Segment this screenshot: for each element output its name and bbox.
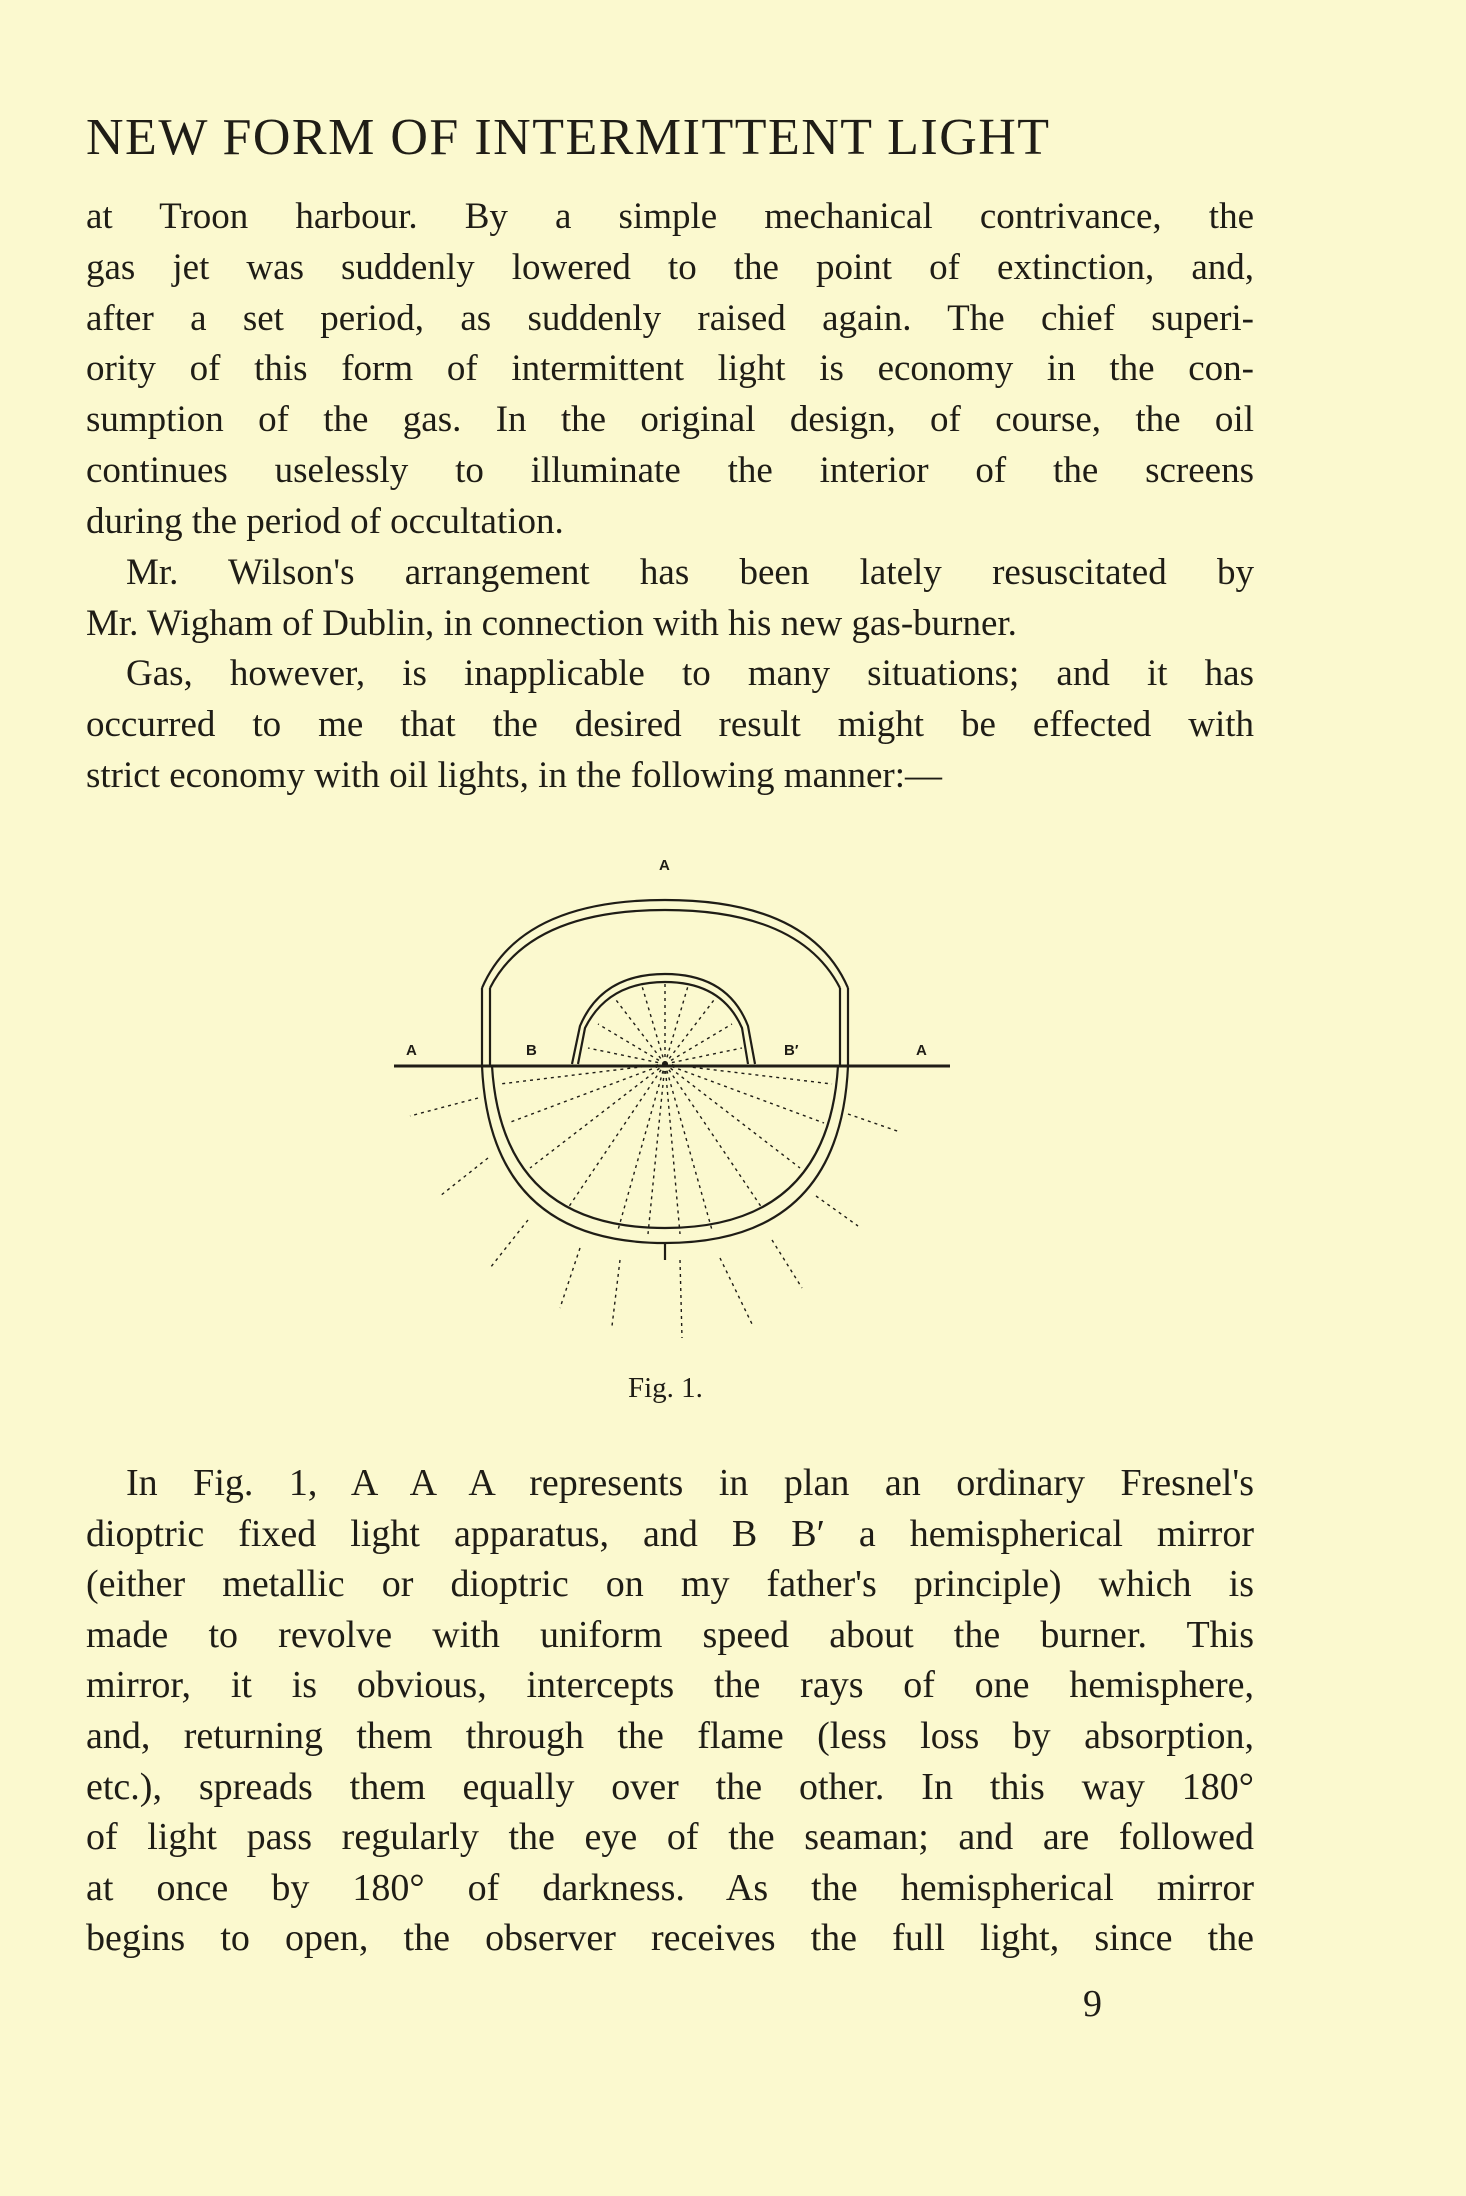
text-line: dioptric fixed light apparatus, and B B′ a hemispherical mirror: [86, 1512, 1254, 1555]
text-line: at Troon harbour. By a simple mechanical contrivance, the: [86, 196, 1254, 237]
running-header: NEW FORM OF INTERMITTENT LIGHT: [86, 109, 1051, 166]
paragraph-2: [86, 548, 1254, 650]
label-a-right: A: [916, 1042, 927, 1059]
text-line: Gas, however, is inapplicable to many situations; and it has: [126, 653, 1254, 694]
text-line: after a set period, as suddenly raised again. The chief superi-: [86, 297, 1254, 339]
paragraph-1: [86, 192, 1254, 548]
text-line: Mr. Wilson's arrangement has been lately resuscitated by: [126, 552, 1254, 593]
text-line: etc.), spreads them equally over the other. In this way 180°: [86, 1765, 1254, 1808]
page-number: 9: [1083, 1983, 1102, 2025]
figure-caption: Fig. 1.: [628, 1372, 703, 1404]
figure-1-diagram: [380, 848, 970, 1348]
text-line: of light pass regularly the eye of the seaman; and are followed: [86, 1816, 1254, 1859]
text-line: mirror, it is obvious, intercepts the rays of one hemisphere,: [86, 1664, 1254, 1707]
text-line: occurred to me that the desired result might be effected with: [86, 703, 1254, 745]
paragraph-3: [86, 649, 1254, 801]
text-line: during the period of occultation.: [86, 500, 564, 542]
text-line: (either metallic or dioptric on my father's principle) which is: [86, 1563, 1254, 1606]
text-line: ority of this form of intermittent light is economy in the con-: [86, 348, 1254, 390]
text-line: continues uselessly to illuminate the interior of the screens: [86, 449, 1254, 491]
label-b: B: [526, 1042, 537, 1059]
text-line: and, returning them through the flame (less loss by absorption,: [86, 1714, 1254, 1757]
text-line: strict economy with oil lights, in the following manner:—: [86, 754, 943, 796]
label-a-left: A: [406, 1042, 417, 1059]
label-b-prime: B′: [784, 1042, 799, 1059]
fresnel-apparatus-diagram: [380, 848, 970, 1348]
text-line: sumption of the gas. In the original design, of course, the oil: [86, 399, 1254, 441]
text-line: at once by 180° of darkness. As the hemispherical mirror: [86, 1866, 1254, 1909]
text-line: made to revolve with uniform speed about the burner. This: [86, 1613, 1254, 1656]
label-a-top: A: [659, 857, 670, 874]
text-line: gas jet was suddenly lowered to the point of extinction, and,: [86, 246, 1254, 288]
paragraph-4: [86, 1458, 1254, 1964]
text-line: begins to open, the observer receives the full light, since the: [86, 1917, 1254, 1960]
text-line: In Fig. 1, A A A represents in plan an ordinary Fresnel's: [126, 1462, 1254, 1504]
text-line: Mr. Wigham of Dublin, in connection with his new gas-burner.: [86, 602, 1017, 644]
